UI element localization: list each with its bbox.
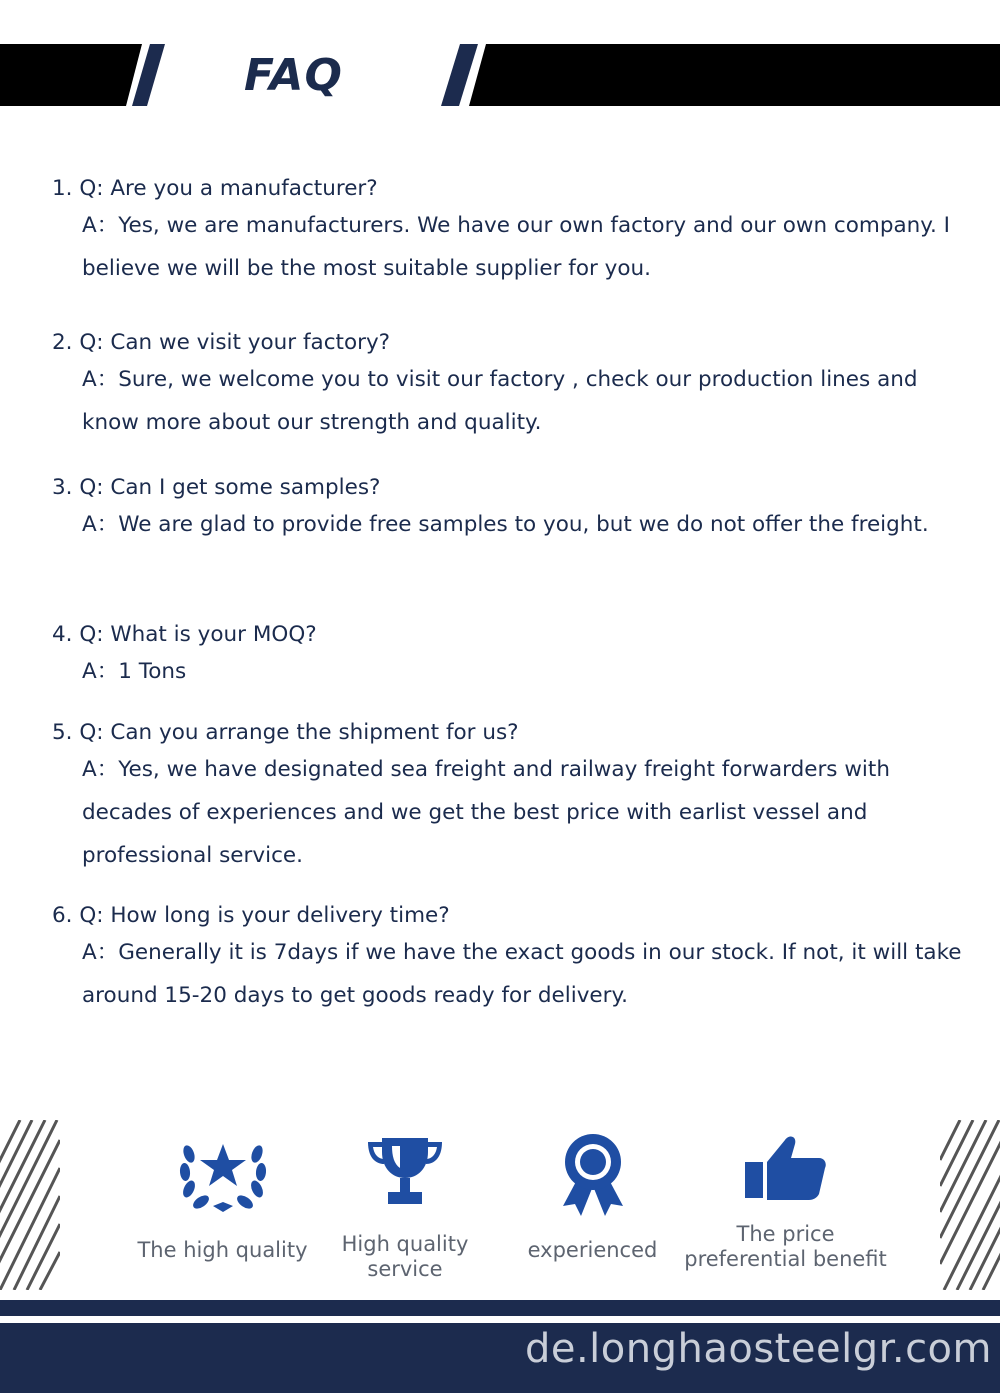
faq-header-banner: [0, 40, 1000, 108]
thumbs-up-icon: [741, 1132, 831, 1204]
faq-answer: A：1 Tons: [82, 659, 187, 684]
faq-item: [52, 473, 972, 546]
feature-experienced: [520, 1132, 665, 1263]
feature-label: The high quality: [137, 1238, 308, 1262]
faq-item: [52, 620, 972, 693]
left-stripes-decoration: [0, 1120, 60, 1290]
faq-question: 3. Q: Can I get some samples?: [52, 475, 381, 500]
faq-answer: A：Sure, we welcome you to visit our factory , check our production lines and know more about our strength and quality.: [82, 367, 918, 435]
laurel-star-icon: [173, 1132, 273, 1216]
faq-answer: A：Generally it is 7days if we have the exact goods in our stock. If not, it will take around 15-20 days to get goods ready for delivery.: [82, 940, 962, 1008]
feature-label: The price: [736, 1222, 835, 1246]
faq-question: 2. Q: Can we visit your factory?: [52, 330, 391, 355]
faq-question: 1. Q: Are you a manufacturer?: [52, 176, 378, 201]
footer-website-url: de.longhaosteelgr.com: [524, 1326, 992, 1372]
feature-label: High quality: [341, 1232, 469, 1256]
faq-question: 4. Q: What is your MOQ?: [52, 622, 317, 647]
feature-label: service: [367, 1257, 443, 1281]
feature-high-quality-service: [320, 1132, 490, 1282]
faq-item: [52, 901, 972, 1017]
feature-high-quality: [130, 1132, 315, 1263]
faq-question: 5. Q: Can you arrange the shipment for us?: [52, 720, 519, 745]
award-ribbon-icon: [553, 1132, 633, 1216]
faq-item: [52, 718, 972, 877]
header-bar-graphic: [0, 40, 1000, 108]
right-stripes-decoration: [940, 1120, 1000, 1290]
faq-question: 6. Q: How long is your delivery time?: [52, 903, 450, 928]
faq-answer: A：Yes, we are manufacturers. We have our own factory and our own company. I believe we will be the most suitable supplier for you.: [82, 213, 950, 281]
faq-answer: A：We are glad to provide free samples to you, but we do not offer the freight.: [82, 512, 929, 537]
faq-answer: A：Yes, we have designated sea freight and railway freight forwarders with decades of experiences and we get the best price with earlist vessel and professional service.: [82, 757, 890, 868]
trophy-icon: [360, 1132, 450, 1210]
footer-top-band: [0, 1300, 1000, 1316]
faq-item: [52, 174, 972, 290]
feature-label: preferential benefit: [684, 1247, 887, 1271]
feature-label: experienced: [527, 1238, 658, 1262]
feature-price-benefit: [678, 1132, 893, 1272]
page-title: FAQ: [244, 50, 343, 101]
faq-item: [52, 328, 972, 444]
